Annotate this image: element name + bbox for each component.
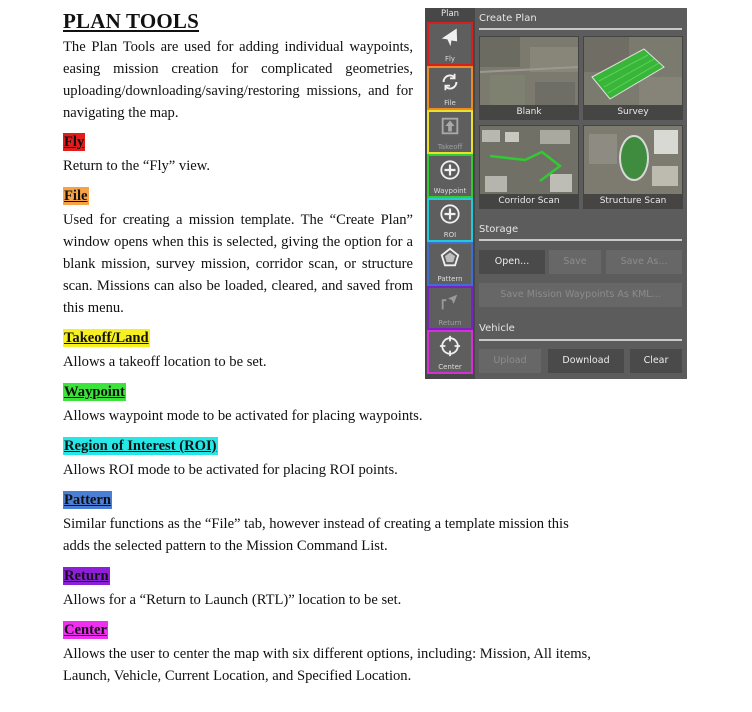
section-title: Region of Interest (ROI) — [64, 438, 217, 454]
tool-label: ROI — [443, 231, 457, 239]
section-return — [63, 567, 593, 611]
section-body: Allows waypoint mode to be activated for placing waypoints. — [63, 408, 423, 424]
section-body: Allows ROI mode to be activated for placing ROI points. — [63, 462, 398, 478]
save-button[interactable]: Save — [549, 250, 601, 274]
template-blank[interactable] — [479, 36, 579, 120]
template-corridor-scan[interactable] — [479, 125, 579, 209]
return-arrow-icon — [439, 291, 461, 313]
tool-file-button[interactable] — [427, 66, 473, 110]
save-kml-button[interactable]: Save Mission Waypoints As KML... — [479, 283, 682, 307]
pentagon-icon — [439, 247, 461, 269]
section-title: Pattern — [64, 492, 112, 508]
section-takeoff-land — [63, 329, 413, 373]
toolstrip-title: Plan — [440, 9, 460, 19]
tool-label: Waypoint — [433, 187, 467, 195]
download-button[interactable]: Download — [548, 349, 624, 373]
tool-label: Pattern — [437, 275, 463, 283]
open-button[interactable]: Open... — [479, 250, 545, 274]
tool-pattern-button[interactable] — [427, 242, 473, 286]
section-roi — [63, 437, 593, 481]
template-label: Survey — [584, 105, 682, 119]
tool-label: Takeoff — [437, 143, 463, 151]
upload-button[interactable]: Upload — [479, 349, 541, 373]
section-body: Used for creating a mission template. The “Create Plan” window opens when this is selected, giving the option for a blank mission, survey mission, corridor scan, or structure scan. Missions can also be loaded, cleared, and saved from this menu. — [63, 212, 413, 316]
tool-label: Return — [438, 319, 462, 327]
divider — [479, 28, 682, 30]
plan-tools-panel — [425, 8, 687, 379]
tool-roi-button[interactable] — [427, 198, 473, 242]
section-center — [63, 621, 593, 687]
divider — [479, 339, 682, 341]
tool-return-button[interactable] — [427, 286, 473, 330]
section-title: Center — [64, 622, 107, 638]
section-file — [63, 187, 413, 319]
template-label: Blank — [480, 105, 578, 119]
tool-label: File — [444, 99, 456, 107]
section-fly — [63, 133, 413, 177]
section-title: Fly — [64, 134, 85, 150]
section-body: Return to the “Fly” view. — [63, 158, 210, 174]
section-waypoint — [63, 383, 593, 427]
crosshair-icon — [439, 335, 461, 357]
section-title: Takeoff/Land — [64, 330, 149, 346]
section-title: File — [64, 188, 88, 204]
vehicle-header: Vehicle — [479, 323, 515, 334]
tool-label: Fly — [444, 55, 456, 63]
template-survey[interactable] — [583, 36, 683, 120]
section-body: Allows the user to center the map with six different options, including: Mission, All items, Launch, Vehicle, Current Location, and Specified Location. — [63, 646, 591, 684]
sync-arrows-icon — [439, 71, 461, 93]
clear-button[interactable]: Clear — [630, 349, 682, 373]
save-as-button[interactable]: Save As... — [606, 250, 682, 274]
section-pattern — [63, 491, 593, 557]
page-title: PLAN TOOLS — [63, 9, 200, 33]
tool-label: Center — [438, 363, 462, 371]
tool-takeoff-button[interactable] — [427, 110, 473, 154]
section-body: Allows for a “Return to Launch (RTL)” location to be set. — [63, 592, 402, 608]
takeoff-icon — [439, 115, 461, 137]
plus-circle-icon — [439, 203, 461, 225]
tool-fly-button[interactable] — [427, 22, 473, 66]
divider — [479, 239, 682, 241]
tool-center-button[interactable] — [427, 330, 473, 374]
intro-paragraph: The Plan Tools are used for adding individual waypoints, easing mission creation for complicated geometries, uploading/downloading/saving/restoring missions, and for navigating the map. — [63, 39, 413, 121]
storage-header: Storage — [479, 224, 519, 235]
template-label: Structure Scan — [584, 194, 682, 208]
plane-icon — [439, 27, 461, 49]
create-plan-header: Create Plan — [479, 13, 537, 24]
plan-toolstrip — [425, 8, 475, 379]
section-title: Return — [64, 568, 109, 584]
tool-waypoint-button[interactable] — [427, 154, 473, 198]
plus-circle-icon — [439, 159, 461, 181]
section-body: Allows a takeoff location to be set. — [63, 354, 267, 370]
section-body: Similar functions as the “File” tab, however instead of creating a template mission this adds the selected pattern to the Mission Command List. — [63, 516, 569, 554]
template-structure-scan[interactable] — [583, 125, 683, 209]
template-label: Corridor Scan — [480, 194, 578, 208]
section-title: Waypoint — [64, 384, 125, 400]
